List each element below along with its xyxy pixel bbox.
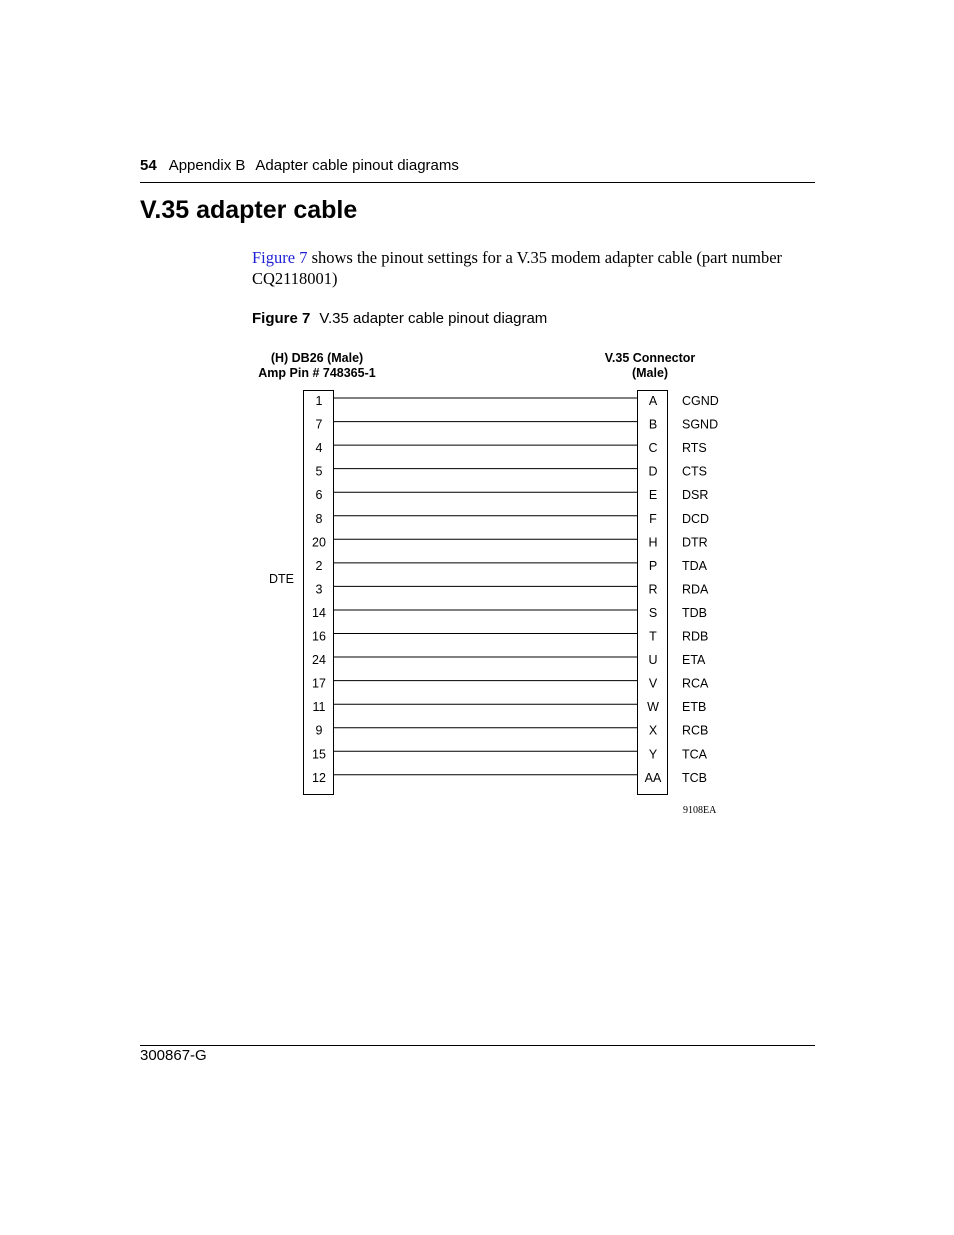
v35-pin-label: C <box>648 441 658 456</box>
v35-pin-label: R <box>648 582 658 597</box>
figure-id: 9108EA <box>683 805 717 816</box>
signal-name-label: RDA <box>682 582 709 597</box>
v35-pin-label: AA <box>644 770 662 785</box>
signal-name-label: CGND <box>682 394 719 408</box>
signal-name-label: ETB <box>682 700 707 715</box>
signal-name-label: DSR <box>682 488 709 503</box>
v35-pin-label: X <box>648 723 658 738</box>
db26-pin-label: 7 <box>315 417 323 432</box>
page-number: 54 <box>140 157 157 174</box>
v35-pin-label: D <box>648 464 658 479</box>
db26-pin-label: 16 <box>312 629 326 644</box>
signal-name-label: SGND <box>682 417 719 432</box>
v35-pin-label: T <box>649 629 657 644</box>
db26-pin-label: 1 <box>315 394 323 408</box>
db26-pin-label: 8 <box>315 511 323 526</box>
signal-name-label: TCB <box>682 770 707 785</box>
signal-name-label: RCA <box>682 676 709 691</box>
db26-pin-label: 20 <box>312 535 326 550</box>
v35-pin-label: B <box>648 417 658 432</box>
page-title: V.35 adapter cable <box>140 196 358 224</box>
signal-name-label: RTS <box>682 441 707 456</box>
signal-name-label: TDA <box>682 558 707 573</box>
v35-pin-label: U <box>648 653 658 667</box>
v35-pin-label: P <box>648 558 658 573</box>
right-connector-header-2: (Male) <box>631 366 669 380</box>
db26-pin-label: 2 <box>315 558 323 573</box>
v35-pin-label: V <box>648 676 658 691</box>
dte-label: DTE <box>269 572 294 586</box>
header-section: Appendix B <box>168 157 246 174</box>
signal-name-label: DCD <box>682 511 710 526</box>
left-connector-header-2: Amp Pin # 748365-1 <box>258 366 376 380</box>
v35-pin-label: F <box>649 511 657 526</box>
db26-pin-label: 6 <box>315 488 323 503</box>
v35-pin-label: S <box>648 606 658 620</box>
db26-pin-label: 17 <box>312 676 326 691</box>
signal-name-label: ETA <box>682 653 706 667</box>
db26-pin-label: 24 <box>312 653 326 667</box>
footer-rule <box>140 1045 815 1046</box>
db26-pin-label: 12 <box>312 770 326 785</box>
signal-name-label: RCB <box>682 723 709 738</box>
pin-rows <box>312 394 719 785</box>
v35-pin-label: A <box>648 394 658 408</box>
paragraph-text: shows the pinout settings for a V.35 modem adapter cable (part number CQ2118001) <box>252 248 783 288</box>
signal-name-label: TDB <box>682 606 707 620</box>
signal-name-label: DTR <box>682 535 708 550</box>
v35-pin-label: H <box>648 535 658 550</box>
db26-pin-label: 14 <box>312 606 326 620</box>
footer-doc-number: 300867-G <box>140 1047 207 1064</box>
db26-pin-label: 9 <box>315 723 323 738</box>
signal-name-label: CTS <box>682 464 707 479</box>
signal-name-label: TCA <box>682 747 707 762</box>
v35-pin-label: E <box>648 488 658 503</box>
header-section-title: Adapter cable pinout diagrams <box>255 157 459 174</box>
figure-caption-label: Figure 7 <box>252 310 311 327</box>
db26-pin-label: 3 <box>315 582 323 597</box>
left-connector-header-1: (H) DB26 (Male) <box>270 351 364 365</box>
db26-pin-label: 15 <box>312 747 326 762</box>
v35-pin-label: Y <box>648 747 658 762</box>
db26-pin-label: 11 <box>312 700 326 715</box>
right-connector-header-1: V.35 Connector <box>604 351 696 365</box>
signal-name-label: RDB <box>682 629 709 644</box>
db26-pin-label: 4 <box>315 441 323 456</box>
figure-caption-text: V.35 adapter cable pinout diagram <box>319 310 548 327</box>
figure-link[interactable]: Figure 7 <box>252 248 308 267</box>
v35-pin-label: W <box>647 700 659 715</box>
db26-pin-label: 5 <box>315 464 323 479</box>
